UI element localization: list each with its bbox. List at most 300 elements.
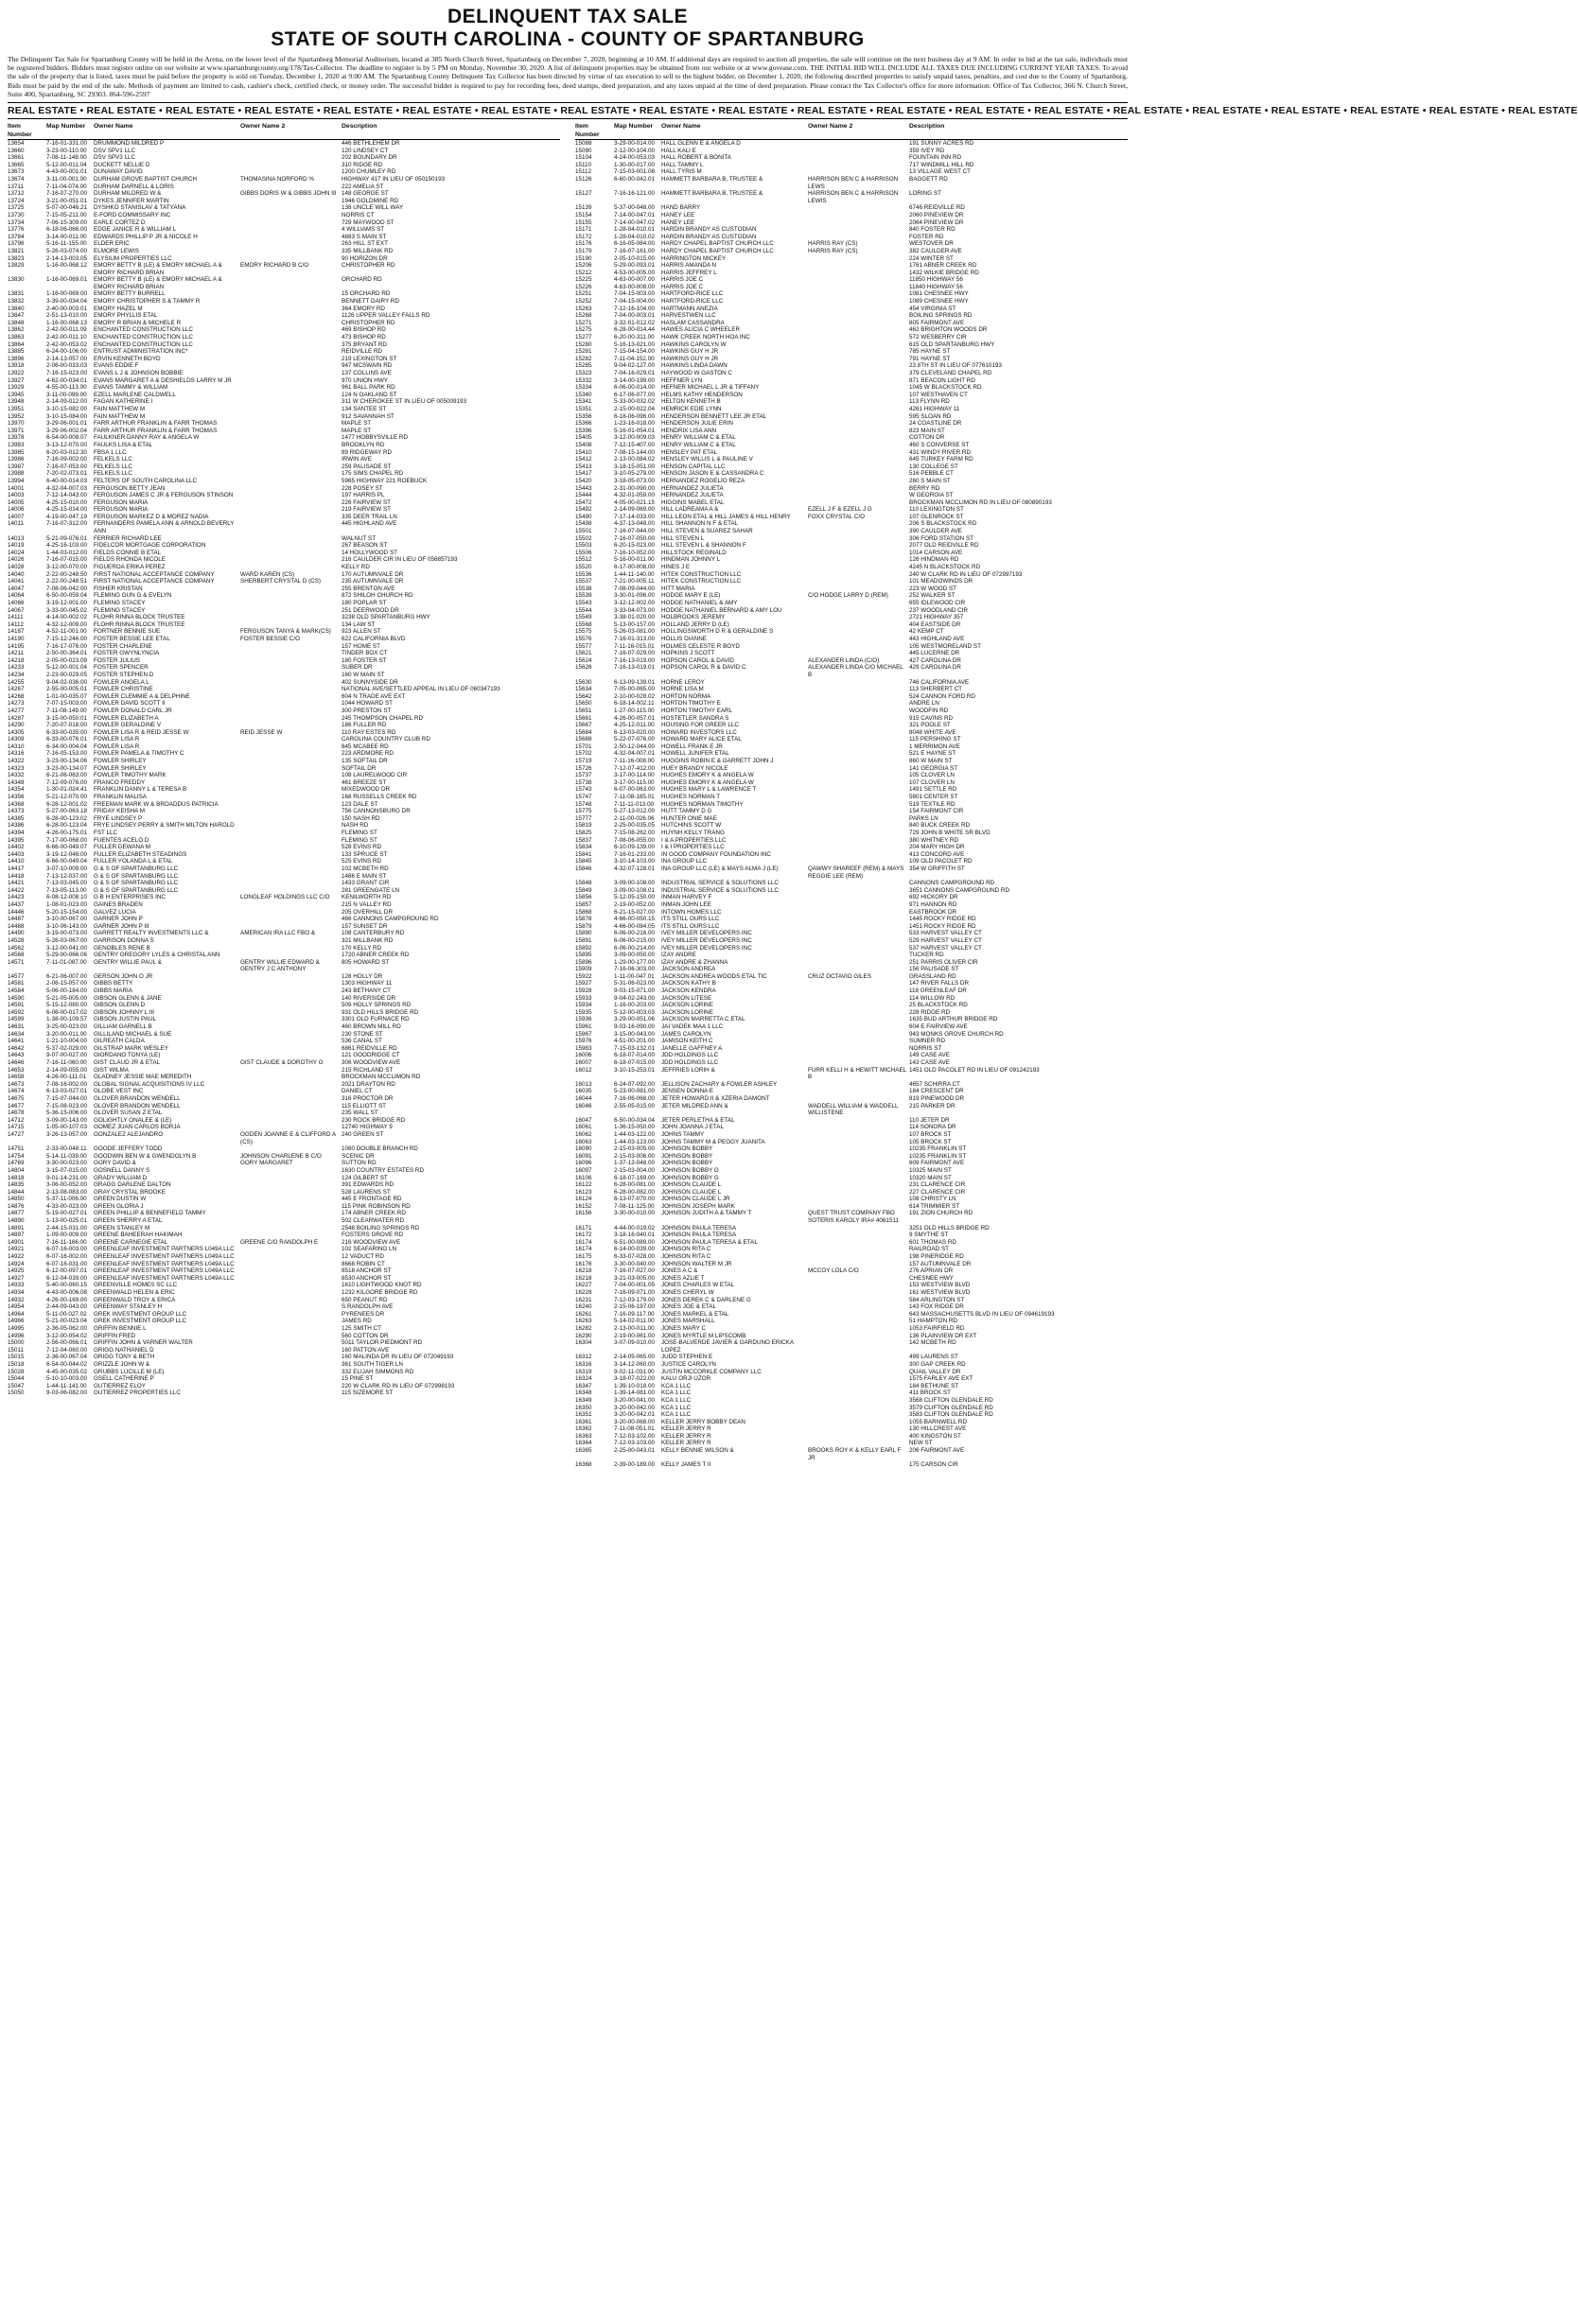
map-number: 3-10-15-082.00 [46, 405, 88, 412]
description: 1200 CHUMLEY RD [342, 168, 396, 176]
description: 9 SMYTHE ST [909, 1232, 949, 1239]
owner-name: GIBBS MARIA [94, 987, 132, 995]
description: 175 SIMS CHAPEL RD [342, 470, 404, 478]
description: 970 UNION HWY [342, 376, 388, 384]
owner-name-2 [808, 1433, 906, 1441]
item-number: 15190 [575, 254, 592, 262]
description: 1 MERRIMON AVE [909, 743, 960, 750]
owner-name: HODGE NATHANIEL BERNARD & AMY LOU [661, 606, 782, 614]
item-number: 14013 [8, 534, 25, 542]
item-number: 15892 [575, 944, 592, 952]
owner-name-2 [240, 1232, 339, 1239]
table-row [8, 370, 560, 377]
item-number: 15011 [8, 1346, 25, 1354]
table-row [8, 686, 560, 693]
description: 149 CASE AVE [909, 1052, 950, 1059]
map-number: 1-44-03-122.00 [614, 1130, 656, 1138]
owner-name: GAINES BRADEN [94, 900, 143, 908]
item-number: 16362 [575, 1425, 592, 1433]
table-row [575, 987, 1128, 995]
owner-name-2 [240, 1333, 339, 1340]
item-number: 15104 [575, 154, 592, 162]
owner-name-2: EZELL J F & EZELL J G [808, 506, 872, 514]
table-row [8, 1088, 560, 1095]
item-number: 15171 [575, 226, 592, 234]
description: HIGHWAY 417 IN LIEU OF 050150193 [342, 175, 446, 183]
item-number: 15536 [575, 570, 592, 578]
description: 961 BALL PARK RD [342, 384, 395, 392]
owner-name-2 [240, 362, 339, 370]
table-row [8, 564, 560, 571]
description: 24 COASTLINE DR [909, 420, 962, 428]
item-number: 15176 [575, 240, 592, 248]
item-number: 14934 [8, 1289, 25, 1297]
owner-name: JOHNSON BOBBY G [661, 1174, 719, 1181]
item-number: 15281 [575, 348, 592, 356]
table-row [8, 556, 560, 564]
item-number: 14316 [8, 750, 25, 758]
table-row [8, 772, 560, 779]
description: 2548 BOILING SPRINGS RD [342, 1224, 420, 1232]
map-number: 7-11-08-185.01 [614, 794, 655, 801]
map-number: 4-32-01-059.00 [614, 492, 656, 499]
description: BENNETT DAIRY RD [342, 298, 399, 306]
table-row [575, 499, 1128, 507]
table-row [575, 1196, 1128, 1203]
table-row [8, 786, 560, 794]
item-number: 16228 [575, 1289, 592, 1297]
map-number: 2-25-00-043.01 [614, 1447, 656, 1455]
table-row [8, 952, 560, 959]
owner-name-2 [808, 585, 906, 593]
item-number: 14373 [8, 808, 25, 815]
map-number: 6-60-00-042.01 [614, 175, 656, 183]
item-number: 15748 [575, 800, 592, 808]
map-number: 7-05-00-065.00 [614, 686, 656, 693]
description: 8668 ROBIN CT [342, 1260, 385, 1267]
item-number: 15538 [575, 585, 592, 592]
item-number: 14417 [8, 865, 25, 872]
description: 1126 UPPER VALLEY FALLS RD [342, 312, 430, 320]
description: 785 HAYNE ST [909, 348, 951, 356]
item-number: 14921 [8, 1246, 25, 1253]
owner-name-2 [808, 923, 906, 931]
table-row [575, 306, 1128, 313]
description: NASH RD [342, 822, 369, 830]
owner-name: FST LLC [94, 830, 118, 837]
owner-name: HAWKINS GUY H JR [661, 355, 719, 362]
description: 215 RICHLAND ST [342, 1066, 394, 1074]
item-number: 16097 [575, 1166, 592, 1174]
owner-name: GRIFFIN BENNIE L [94, 1324, 147, 1332]
table-row [8, 183, 560, 191]
owner-name-2: EMORY RICHARD B C/O [240, 262, 309, 270]
description: MIXEDWOOD DR [342, 786, 391, 794]
table-row [8, 1052, 560, 1059]
table-row [575, 485, 1128, 493]
owner-name-2 [240, 686, 339, 693]
owner-name-2: HARRISON BEN C & HARRISON LEWS [808, 175, 899, 190]
owner-name-2 [808, 312, 906, 320]
description: 359 IVEY RD [909, 147, 945, 154]
description: 226 FAIRVIEW ST [342, 498, 392, 506]
left-rows [8, 140, 560, 1397]
item-number: 15777 [575, 814, 592, 822]
map-number: 2-05-10-015.00 [614, 254, 656, 262]
description: 536 CANAL ST [342, 1038, 382, 1045]
owner-name: HOPKINS J SCOTT [661, 650, 715, 657]
description: IRWIN AVE [342, 456, 372, 463]
item-number: 14591 [8, 1002, 25, 1009]
owner-name: GLOVER BRANDON WENDELL [94, 1094, 181, 1102]
owner-name: GIST CLAUD JR & ETAL [94, 1059, 161, 1067]
owner-name: INMAN JOHN LEE [661, 900, 711, 908]
owner-name: GILLIAM GARNELL B [94, 1023, 152, 1031]
owner-name: JANELLE GAFFNEY A [661, 1044, 723, 1052]
item-number: 14751 [8, 1145, 25, 1153]
table-row [575, 1067, 1128, 1081]
table-row [8, 1002, 560, 1009]
owner-name: FERGUSON JAMES C JR & FERGUSON STINSON [94, 492, 234, 499]
owner-name-2 [240, 779, 339, 787]
owner-name-2 [808, 837, 906, 845]
owner-name-2 [808, 1303, 906, 1311]
item-number: 15212 [575, 269, 592, 276]
owner-name-2 [808, 499, 906, 507]
table-row [575, 837, 1128, 845]
owner-name: EVANS EDDIE F [94, 362, 139, 370]
map-number: 6-18-07-169.00 [614, 1174, 656, 1181]
item-number: 14727 [8, 1130, 25, 1138]
owner-name: HILL SHANNON N F & ETAL [661, 520, 739, 528]
map-number: 3-30-00-040.00 [614, 1260, 656, 1267]
description: 1491 SETTLE RD [909, 786, 957, 794]
description: 12 VADUCT RD [342, 1253, 384, 1261]
item-number: 14011 [8, 520, 25, 528]
owner-name-2 [240, 765, 339, 773]
item-number: 14277 [8, 707, 25, 714]
owner-name-2 [240, 320, 339, 327]
table-row [8, 592, 560, 600]
table-row [8, 1232, 560, 1239]
description: 148 GEORGE ST [342, 190, 389, 198]
description: 473 BISHOP RD [342, 334, 386, 341]
table-row [575, 937, 1128, 945]
owner-name-2 [240, 585, 339, 593]
map-number: 7-04-16-029.01 [614, 370, 656, 377]
owner-name: GREEN GLORIA J [94, 1202, 144, 1210]
map-number: 6-07-16-031.00 [46, 1260, 88, 1267]
owner-name-2 [808, 406, 906, 413]
owner-name-2 [808, 995, 906, 1003]
owner-name: DURHAM GROVE BAPTIST CHURCH [94, 175, 198, 183]
map-number: 3-20-00-042.00 [614, 1404, 656, 1411]
table-row [575, 362, 1128, 370]
description: 2021 DRAYTON RD [342, 1080, 395, 1088]
description: 51 HAMPTON RD [909, 1318, 957, 1325]
map-number: 2-15-00-022.04 [614, 405, 656, 412]
item-number: 15206 [575, 262, 592, 270]
item-number: 16240 [575, 1303, 592, 1311]
item-number: 14067 [8, 606, 25, 614]
description: 1053 FAIRFIELD RD [909, 1324, 965, 1332]
table-row [575, 973, 1128, 981]
table-row [575, 556, 1128, 564]
owner-name-2 [240, 772, 339, 779]
table-row [8, 463, 560, 471]
owner-name-2 [240, 815, 339, 823]
item-number: 15275 [575, 326, 592, 334]
owner-name-2 [808, 1203, 906, 1211]
description: 931 OLD HILLS BRIDGE RD [342, 1008, 419, 1016]
table-row [575, 428, 1128, 435]
owner-name: HAYWOOD W GASTON C [661, 370, 732, 377]
map-number: 2-14-05-065.00 [614, 1354, 656, 1361]
owner-name-2 [808, 1339, 906, 1354]
map-number: 3-39-00-034.04 [46, 298, 88, 306]
table-row [575, 262, 1128, 270]
owner-name-2 [240, 370, 339, 377]
owner-name: FIRST NATIONAL ACCEPTANCE COMPANY [94, 570, 215, 578]
map-number: 5-37-02-029.00 [46, 1044, 88, 1052]
item-number: 15933 [575, 994, 592, 1002]
owner-name-2 [240, 377, 339, 385]
table-row [8, 392, 560, 399]
map-number: 7-12-15-407.00 [614, 441, 656, 448]
map-number: 5-26-03-067.00 [46, 936, 88, 944]
owner-name: HOWARD MARY ALICE ETAL [661, 736, 742, 743]
owner-name: GREEN STANLEY M [94, 1224, 150, 1232]
owner-name-2 [240, 708, 339, 715]
owner-name: FULLER ELIZABETH STEADINGS [94, 850, 187, 858]
table-row [8, 1103, 560, 1110]
owner-name-2 [240, 384, 339, 392]
item-number: 16171 [575, 1224, 592, 1232]
owner-name: JONES MARY C [661, 1324, 707, 1332]
description: 354 W GRIFFITH ST [909, 865, 965, 872]
map-number: 1-28-04-010.02 [614, 233, 656, 240]
owner-name-2 [808, 1002, 906, 1009]
map-number: 1-05-00-107.03 [46, 1124, 88, 1131]
owner-name-2 [240, 1217, 339, 1225]
item-number: 15410 [575, 448, 592, 456]
owner-name-2: SHERBERT CRYSTAL D (CS) [240, 578, 322, 585]
table-row [8, 585, 560, 593]
owner-name-2 [808, 1139, 906, 1146]
owner-name: HODGE MARY E (LE) [661, 592, 721, 600]
description: 1630 COUNTRY ESTATES RD [342, 1166, 425, 1174]
owner-name-2: JOHNSON CHARLENE B C/O [240, 1152, 322, 1160]
item-number: 15575 [575, 628, 592, 636]
item-number: 14005 [8, 498, 25, 506]
owner-name-2 [240, 312, 339, 320]
table-row [575, 312, 1128, 320]
description: 5965 HIGHWAY 221 ROEBUCK [342, 477, 428, 484]
map-number: 6-28-12-001.02 [46, 800, 88, 808]
description: 845 MCABEE RD [342, 743, 389, 750]
owner-name: E-FORD COMMISSARY INC [94, 211, 171, 218]
owner-name-2 [808, 270, 906, 277]
item-number: 13978 [8, 434, 25, 442]
owner-name-2 [240, 1347, 339, 1354]
description: 243 BETHANY CT [342, 987, 392, 995]
map-number: 6-18-07-014.00 [614, 1052, 656, 1059]
description: REIDVILLE RD [342, 348, 383, 356]
item-number: 15154 [575, 211, 592, 218]
map-number: 7-07-15-003.00 [46, 700, 88, 708]
owner-name-2 [240, 154, 339, 162]
owner-name-2 [240, 306, 339, 313]
item-number: 13734 [8, 218, 25, 226]
item-number: 15651 [575, 707, 592, 714]
intro-paragraph: The Delinquent Tax Sale for Spartanburg County will be held in the Arena, on the lower level of the Spartanburg Memorial Auditorium, located at 385 North Church Street, Spartanburg on December 7, 2020, beginning at 10 AM. If additional days are required to auction all properties, the sale will continue on the next business day at 9 AM. In order to bid at the tax sale, individuals must be registered bidders. Bidders must register online on our website at www.spartanburgcounty.org/178/Tax-Collector. The deadline to register is by 5 PM on Monday, November 30, 2020. A list of delinquent properties may be obtained from our website or at www.govease.com. THE INITIAL BID WILL INCLUDE ALL TAXES DUE INCLUDING CURRENT YEAR TAXES. To avoid the sale of the property that is listed, taxes must be paid before the property is sold on Tuesday, December 1, 2020 at 9:00 AM. The Spartanburg County Delinquent Tax Collector has been directed by virtue of tax execution to sell to the highest bidder, on December 1, 2020, the following described properties to satisfy unpaid taxes, penalties, and cost due to the County of Spartanburg. Bids must be paid by the end of the sale. Methods of payment are limited to cash, cashier's check, certified check, or money order. The successful bidder is required to pay for recording fees, deed stamps, deed preparation, and any taxes unpaid at the time of deed preparation. Please contact the Tax Collector's office for more information: Office of Tax Collector, 366 N. Church Street, Suite 400, Spartanburg, SC 29303. 864-596-2597 [8, 55, 1128, 98]
map-number: 1-01-00-035.07 [46, 692, 88, 700]
description: 118 GREENLEAF DR [909, 987, 967, 995]
item-number: 13730 [8, 211, 25, 218]
table-row [575, 808, 1128, 815]
owner-name: HINES J E [661, 564, 691, 571]
owner-name: IVEY MILLER DEVELOPERS INC [661, 936, 752, 944]
map-number: 6-06-00-017.02 [46, 1008, 88, 1016]
item-number: 15549 [575, 614, 592, 621]
item-number: 15834 [575, 844, 592, 851]
table-row [8, 945, 560, 952]
description: 584 ARLINGTON ST [909, 1296, 965, 1303]
owner-name-2 [808, 1232, 906, 1239]
item-number: 16007 [575, 1059, 592, 1067]
item-number: 14634 [8, 1030, 25, 1038]
owner-name-2 [240, 413, 339, 421]
description: 8518 ANCHOR ST [342, 1267, 392, 1275]
map-number: 6-24-00-106.00 [46, 348, 88, 356]
owner-name-2 [808, 212, 906, 219]
item-number: 13832 [8, 298, 25, 306]
map-number: 7-13-03-045.00 [46, 880, 88, 887]
item-number: 14678 [8, 1110, 25, 1117]
owner-name: JONES DEREK C & DARLENE G [661, 1296, 751, 1303]
owner-name: G & S OF SPARTANBURG LLC [94, 886, 179, 894]
owner-name: FIELDS CONNIE B ETAL [94, 549, 162, 556]
map-number: 3-23-00-134.06 [46, 758, 88, 765]
description: 161 WESTVIEW BLVD [909, 1289, 971, 1297]
owner-name-2 [240, 276, 339, 290]
description: 528 LAURENS ST [342, 1188, 391, 1196]
owner-name: FOWLER LISA R & REID JESSE W [94, 728, 189, 736]
map-number: 7-14-00-047.02 [614, 218, 656, 226]
description: 147 RIVER FALLS DR [909, 980, 969, 987]
owner-name: HOLBROOKS JEREMY [661, 614, 726, 621]
item-number: 15498 [575, 520, 592, 528]
item-number: 14487 [8, 916, 25, 923]
description: 202 BOUNDARY DR [342, 154, 397, 162]
table-row [575, 1124, 1128, 1131]
description: 216 CAULDER CIR IN LIEU OF 056857193 [342, 556, 458, 564]
item-number: 14924 [8, 1260, 25, 1267]
description: WOODFIN RD [909, 707, 949, 714]
owner-name-2 [240, 1339, 339, 1347]
description: 615 OLD SPARTANBURG HWY [909, 341, 995, 348]
owner-name-2 [240, 1275, 339, 1283]
item-number: 14995 [8, 1324, 25, 1332]
owner-name: INDUSTRIAL SERVICE & SOLUTIONS LLC [661, 880, 779, 887]
item-number: 14028 [8, 564, 25, 571]
map-number: 2-14-09-012.00 [46, 398, 88, 406]
owner-name-2: CRUZ OCTAVIO GILES [808, 972, 871, 980]
map-number: 2-39-00-189.00 [614, 1461, 656, 1469]
owner-name: JACKSON LORINE [661, 1008, 713, 1016]
map-number: 6-66-00-049.04 [46, 858, 88, 865]
description: 143 FOX RIDGE DR [909, 1303, 964, 1311]
owner-name: HOLLINGSWORTH D R & GERALDINE S [661, 628, 774, 636]
description: 89 RIDGEWAY RD [342, 448, 393, 456]
map-number: 7-16-10-052.00 [614, 549, 656, 556]
description: 446 BETHLEHEM DR [342, 140, 400, 148]
map-number: 6-28-00-123.02 [46, 814, 88, 822]
map-number: 7-13-12-037.00 [46, 872, 88, 880]
table-row [8, 377, 560, 385]
table-row [575, 794, 1128, 801]
map-number: 5-36-15-006.00 [46, 1110, 88, 1117]
item-number: 15621 [575, 650, 592, 657]
owner-name: HOLMES CELESTE R BOYD [661, 642, 740, 650]
owner-name-2: GIBBS DORIS W & GIBBS JOHN III [240, 190, 337, 198]
item-number: 16231 [575, 1296, 592, 1303]
owner-name: JOHNSON RITA C [661, 1246, 711, 1253]
owner-name-2 [240, 909, 339, 917]
item-number: 13848 [8, 319, 25, 326]
description: 180 POPLAR ST [342, 600, 387, 607]
owner-name-2 [808, 930, 906, 937]
map-number: 6-33-00-076.01 [46, 736, 88, 743]
map-number: 2-15-03-004.00 [614, 1166, 656, 1174]
description: 215 PARKER DR [909, 1102, 956, 1110]
table-row [575, 240, 1128, 248]
map-number: 3-18-05-073.00 [614, 477, 656, 484]
item-number: 14562 [8, 944, 25, 952]
owner-name-2 [240, 808, 339, 815]
owner-name-2 [808, 1167, 906, 1175]
owner-name: HITT MARIA [661, 585, 695, 592]
description: BROCKMAN MCCLIMON RD [342, 1074, 421, 1081]
description: 191 ZION CHURCH RD [909, 1210, 973, 1217]
item-number: 15726 [575, 764, 592, 772]
item-number: 14403 [8, 850, 25, 858]
table-row [8, 219, 560, 227]
item-number: 16312 [575, 1354, 592, 1361]
table-row [8, 1074, 560, 1081]
owner-name: HARDY CHAPEL BAPTIST CHURCH LLC [661, 247, 774, 254]
item-number: 15819 [575, 822, 592, 830]
item-number: 13994 [8, 477, 25, 484]
col-owner-name-2: Owner Name 2 [808, 123, 853, 131]
map-number: 2-40-00-003.01 [46, 305, 88, 312]
description: 1044 HOWARD ST [342, 700, 394, 708]
item-number: 14643 [8, 1052, 25, 1059]
item-number: 16044 [575, 1094, 592, 1102]
owner-name-2 [240, 643, 339, 651]
table-row [8, 873, 560, 881]
owner-name: KELLER JERRY BOBBY DEAN [661, 1418, 745, 1425]
description: SUMNER RD [909, 1038, 946, 1045]
table-row [8, 306, 560, 313]
owner-name-2 [240, 226, 339, 234]
owner-name: GLOVER BRANDON WENDELL [94, 1102, 181, 1110]
owner-name-2 [240, 758, 339, 765]
owner-name-2 [808, 765, 906, 773]
table-row [575, 858, 1128, 865]
description: 107 GLENROCK ST [909, 513, 964, 520]
description: 231 CLARENCE CIR [909, 1181, 966, 1189]
